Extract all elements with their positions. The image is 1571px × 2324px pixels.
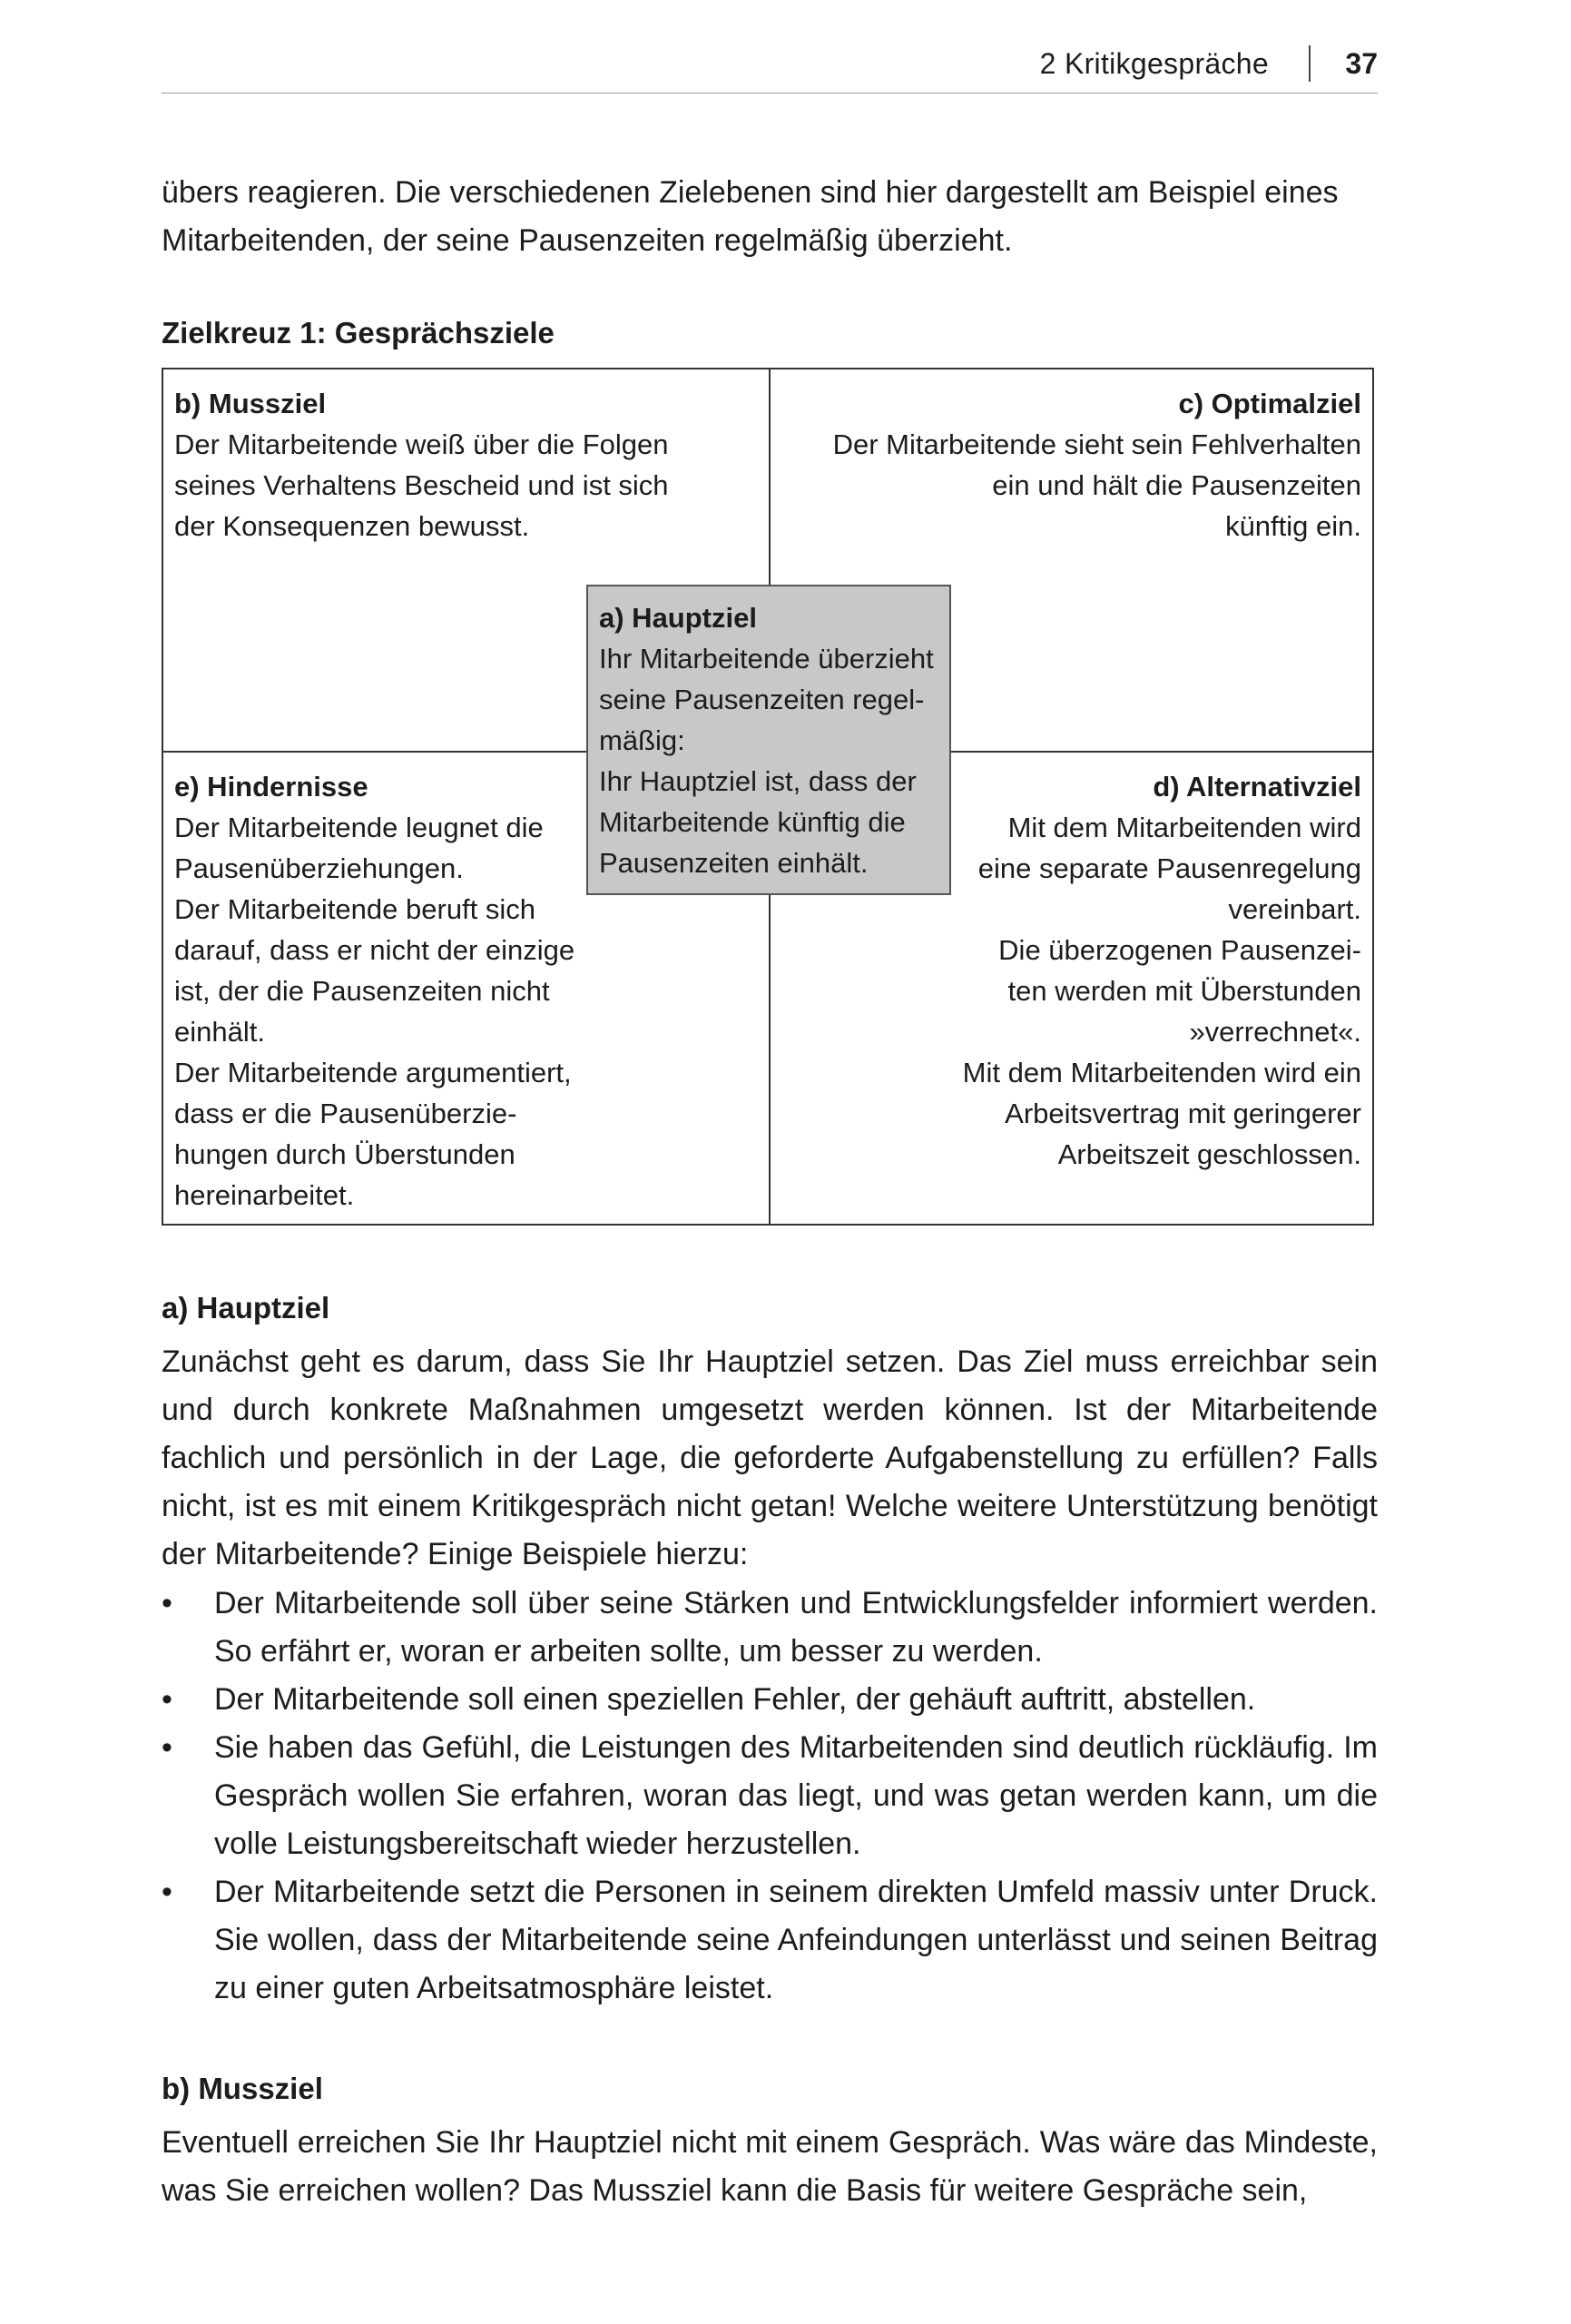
quadrant-line: dass er die Pausenüberzie- <box>174 1098 517 1129</box>
quadrant-alternativziel <box>935 766 1361 1175</box>
center-box-line: mäßig: <box>599 724 685 756</box>
list-item <box>162 1676 1378 1724</box>
quadrant-title: d) Alternativziel <box>1153 771 1361 803</box>
quadrant-line: Arbeitsvertrag mit geringerer <box>1005 1098 1361 1129</box>
list-item <box>162 1868 1378 2013</box>
center-box-line: Pausenzeiten einhält. <box>599 847 869 879</box>
quadrant-line: Arbeitszeit geschlossen. <box>1057 1138 1361 1170</box>
quadrant-line: Die überzogenen Pausenzei- <box>998 934 1361 966</box>
center-box-line: Mitarbeitende künftig die <box>599 806 906 838</box>
quadrant-line: seines Verhaltens Bescheid und ist sich <box>174 469 669 501</box>
bullet-marker: • <box>162 1682 172 1717</box>
quadrant-title: b) Mussziel <box>174 388 327 419</box>
list-item <box>162 1580 1378 1676</box>
quadrant-line: hungen durch Überstunden <box>174 1138 515 1170</box>
chapter-title: 2 Kritikgespräche <box>1039 47 1269 80</box>
intro-line: übers reagieren. Die verschiedenen Zielebenen sind hier dargestellt am Beispiel eines <box>162 175 1339 210</box>
figure-caption: Zielkreuz 1: Gesprächsziele <box>162 316 555 350</box>
quadrant-optimalziel <box>799 383 1361 547</box>
center-box-line: Ihr Mitarbeitende überzieht <box>599 643 934 675</box>
quadrant-line: Mit dem Mitarbeitenden wird ein <box>962 1057 1361 1088</box>
list-item-text: Sie haben das Gefühl, die Leistungen des Mitarbeitenden sind deutlich rückläufig. Im Gespräch wollen Sie erfahren, woran das liegt, und was getan werden kann, um die volle Leistungsbereitschaft wieder herzustellen. <box>214 1730 1378 1861</box>
page-number: 37 <box>1345 47 1378 80</box>
center-box-line: seine Pausenzeiten regel- <box>599 684 925 715</box>
quadrant-line: ein und hält die Pausenzeiten <box>992 469 1361 501</box>
section-a-body: Zunächst geht es darum, dass Sie Ihr Hauptziel setzen. Das Ziel muss erreichbar sein und durch konkrete Maßnahmen umgesetzt werden können. Ist der Mitarbeitende fachlich und persönlich in der Lage, die geforderte Aufgabenstellung zu erfüllen? Falls nicht, ist es mit einem Kritikgespräch nicht getan! Welche weitere Unterstützung benötigt der Mitarbeitende? Einige Beispiele hierzu: <box>162 1344 1378 1571</box>
quadrant-title: e) Hindernisse <box>174 771 368 803</box>
intro-line: Mitarbeitenden, der seine Pausenzeiten regelmäßig überzieht. <box>162 223 1013 258</box>
list-item-text: Der Mitarbeitende soll einen speziellen Fehler, der gehäuft auftritt, abstellen. <box>214 1682 1256 1717</box>
bullet-marker: • <box>162 1730 172 1765</box>
quadrant-line: der Konsequenzen bewusst. <box>174 510 530 542</box>
quadrant-line: Mit dem Mitarbeitenden wird <box>1007 812 1361 843</box>
section-heading-mussziel: b) Mussziel <box>162 2072 323 2105</box>
intro-paragraph <box>162 169 1378 265</box>
quadrant-line: vereinbart. <box>1228 893 1361 925</box>
quadrant-line: hereinarbeitet. <box>174 1179 355 1211</box>
quadrant-line: Pausenüberziehungen. <box>174 852 464 884</box>
center-box-line: Ihr Hauptziel ist, dass der <box>599 765 917 797</box>
quadrant-line: einhält. <box>174 1016 265 1048</box>
list-item <box>162 1724 1378 1868</box>
section-b-body: Eventuell erreichen Sie Ihr Hauptziel nicht mit einem Gespräch. Was wäre das Mindeste, was Sie erreichen wollen? Das Mussziel kann die Basis für weitere Gespräche sein, <box>162 2125 1378 2208</box>
quadrant-mussziel <box>174 383 719 547</box>
quadrant-line: Der Mitarbeitende argumentiert, <box>174 1057 572 1088</box>
quadrant-line: ist, der die Pausenzeiten nicht <box>174 975 550 1007</box>
quadrant-line: darauf, dass er nicht der einzige <box>174 934 575 966</box>
quadrant-title: c) Optimalziel <box>1178 388 1361 419</box>
list-item-text: Der Mitarbeitende soll über seine Stärken und Entwicklungsfelder informiert werden. So erfährt er, woran er arbeiten sollte, um besser zu werden. <box>214 1586 1378 1669</box>
list-item-text: Der Mitarbeitende setzt die Personen in seinem direkten Umfeld massiv unter Druck. Sie wollen, dass der Mitarbeitende seine Anfeindungen unterlässt und seinen Beitrag zu einer guten Arbeitsatmosphäre leistet. <box>214 1875 1378 2005</box>
bullet-marker: • <box>162 1586 172 1620</box>
quadrant-line: Der Mitarbeitende weiß über die Folgen <box>174 428 669 460</box>
quadrant-hindernisse <box>174 766 601 1216</box>
quadrant-line: Der Mitarbeitende beruft sich <box>174 893 536 925</box>
quadrant-line: künftig ein. <box>1225 510 1361 542</box>
quadrant-line: Der Mitarbeitende leugnet die <box>174 812 544 843</box>
running-header <box>162 47 1378 94</box>
center-box-title: a) Hauptziel <box>599 602 757 634</box>
header-separator <box>1309 45 1311 82</box>
center-box-hauptziel <box>586 585 951 895</box>
section-heading-hauptziel: a) Hauptziel <box>162 1291 330 1324</box>
quadrant-line: ten werden mit Überstunden <box>1007 975 1361 1007</box>
bullet-list <box>162 1580 1378 2013</box>
bullet-marker: • <box>162 1875 172 1909</box>
quadrant-line: »verrechnet«. <box>1189 1016 1361 1048</box>
quadrant-line: Der Mitarbeitende sieht sein Fehlverhalten <box>832 428 1361 460</box>
quadrant-line: eine separate Pausenregelung <box>977 852 1361 884</box>
